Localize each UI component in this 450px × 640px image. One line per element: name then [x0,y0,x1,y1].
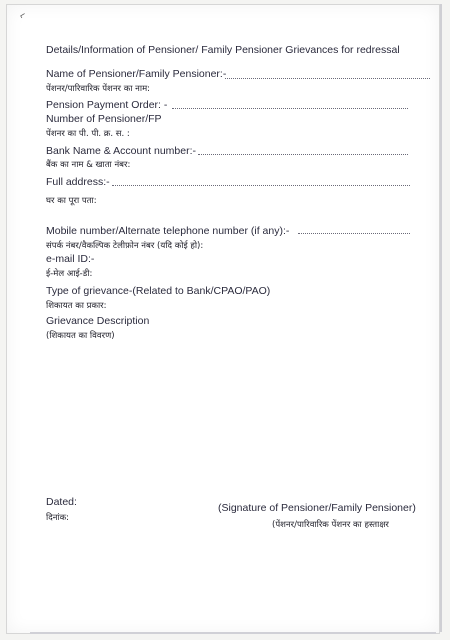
dated-label-hi: दिनांक: [46,513,70,523]
field-label-address-hi: घर का पूरा पता: [46,196,97,206]
field-line-mobile [298,233,410,234]
field-label-grievance-type: Type of grievance-(Related to Bank/CPAO/PAO) [46,285,271,297]
field-line-address [112,185,410,186]
field-label-grievance-description: Grievance Description [46,315,150,327]
field-label-address: Full address:- [46,176,110,188]
corner-mark: ⌐ [17,9,29,22]
field-label-grievance-description-hi: (शिकायत का विवरण) [46,331,115,341]
page-edge-right [440,4,442,632]
dated-label: Dated: [46,496,77,508]
page-edge-bottom [30,632,436,634]
signature-label: (Signature of Pensioner/Family Pensioner) [218,502,416,514]
field-line-name [225,78,430,79]
field-label-ppo: Pension Payment Order: - [46,99,168,111]
field-label-grievance-type-hi: शिकायत का प्रकार: [46,301,107,311]
field-label-mobile: Mobile number/Alternate telephone number (if any):- [46,225,290,237]
field-label-name-hi: पेंशनर/पारिवारिक पेंशनर का नाम: [46,84,151,94]
field-label-mobile-hi: संपर्क नंबर/वैकल्पिक टेलीफ़ोन नंबर (यदि कोई हो): [46,241,204,251]
field-label-ppo-number: Number of Pensioner/FP [46,113,162,125]
field-label-email-hi: ई-मेल आई-डी: [46,269,93,279]
form-heading: Details/Information of Pensioner/ Family Pensioner Grievances for redressal [46,44,400,56]
field-line-bank [198,154,408,155]
field-line-ppo [172,108,408,109]
field-label-email: e-mail ID:- [46,253,95,265]
field-label-bank-hi: बैंक का नाम & खाता नंबर: [46,160,131,170]
field-label-bank: Bank Name & Account number:- [46,145,196,157]
field-label-ppo-hi: पेंशनर का पी. पी. क्र. स. : [46,129,130,139]
field-label-name: Name of Pensioner/Family Pensioner:- [46,68,227,80]
signature-label-hi: (पेंशनर/पारिवारिक पेंशनर का हस्ताक्षर [272,520,389,530]
